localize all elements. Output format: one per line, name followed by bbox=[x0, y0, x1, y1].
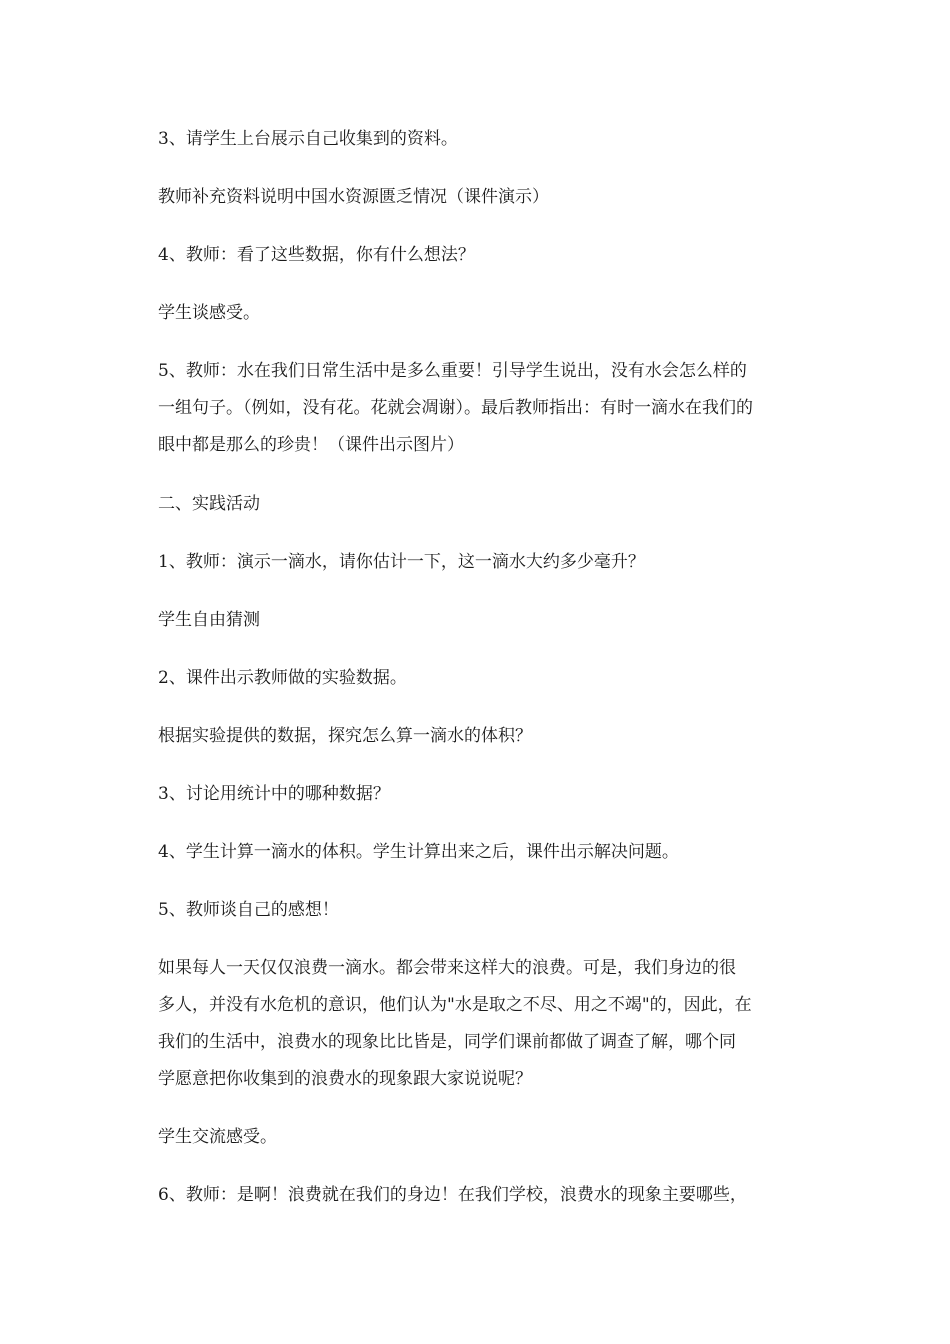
text-line: 2、课件出示教师做的实验数据。 bbox=[158, 668, 407, 688]
text-line: 多人，并没有水危机的意识，他们认为"水是取之不尽、用之不竭"的，因此，在 bbox=[158, 995, 752, 1015]
text-line: 5、教师谈自己的感想！ bbox=[158, 900, 339, 920]
text-line: 学生交流感受。 bbox=[158, 1127, 277, 1147]
text-line: 4、教师：看了这些数据，你有什么想法？ bbox=[158, 245, 475, 265]
paragraph-student-guess bbox=[158, 602, 808, 639]
paragraph-practice-6 bbox=[158, 1177, 808, 1214]
paragraph-practice-3 bbox=[158, 776, 808, 813]
text-line: 学愿意把你收集到的浪费水的现象跟大家说说呢？ bbox=[158, 1069, 532, 1089]
text-line: 4、学生计算一滴水的体积。学生计算出来之后，课件出示解决问题。 bbox=[158, 842, 679, 862]
text-line: 眼中都是那么的珍贵！（课件出示图片） bbox=[158, 435, 464, 455]
section-heading-practice bbox=[158, 486, 808, 523]
paragraph-practice-4 bbox=[158, 834, 808, 871]
text-line: 6、教师：是啊！浪费就在我们的身边！在我们学校，浪费水的现象主要哪些， bbox=[158, 1185, 747, 1205]
text-line: 教师补充资料说明中国水资源匮乏情况（课件演示） bbox=[158, 187, 549, 207]
paragraph-step-5 bbox=[158, 353, 808, 464]
text-line: 1、教师：演示一滴水，请你估计一下，这一滴水大约多少毫升？ bbox=[158, 552, 645, 572]
paragraph-practice-1 bbox=[158, 544, 808, 581]
paragraph-teacher-supplement bbox=[158, 179, 808, 216]
paragraph-water-waste bbox=[158, 950, 808, 1098]
paragraph-practice-5 bbox=[158, 892, 808, 929]
text-line: 学生谈感受。 bbox=[158, 303, 260, 323]
text-line: 如果每人一天仅仅浪费一滴水。都会带来这样大的浪费。可是，我们身边的很 bbox=[158, 958, 736, 978]
text-line: 根据实验提供的数据，探究怎么算一滴水的体积？ bbox=[158, 726, 532, 746]
paragraph-student-feelings bbox=[158, 295, 808, 332]
text-line: 我们的生活中，浪费水的现象比比皆是，同学们课前都做了调查了解，哪个同 bbox=[158, 1032, 736, 1052]
paragraph-step-3 bbox=[158, 121, 808, 158]
paragraph-explore-volume bbox=[158, 718, 808, 755]
text-line: 5、教师：水在我们日常生活中是多么重要！引导学生说出，没有水会怎么样的 bbox=[158, 361, 747, 381]
text-line: 3、请学生上台展示自己收集到的资料。 bbox=[158, 129, 458, 149]
paragraph-practice-2 bbox=[158, 660, 808, 697]
text-line: 3、讨论用统计中的哪种数据？ bbox=[158, 784, 390, 804]
paragraph-step-4 bbox=[158, 237, 808, 274]
text-line: 一组句子。（例如，没有花。花就会凋谢）。最后教师指出：有时一滴水在我们的 bbox=[158, 398, 753, 418]
text-line: 学生自由猜测 bbox=[158, 610, 260, 630]
text-line: 二、实践活动 bbox=[158, 494, 260, 514]
paragraph-student-exchange bbox=[158, 1119, 808, 1156]
